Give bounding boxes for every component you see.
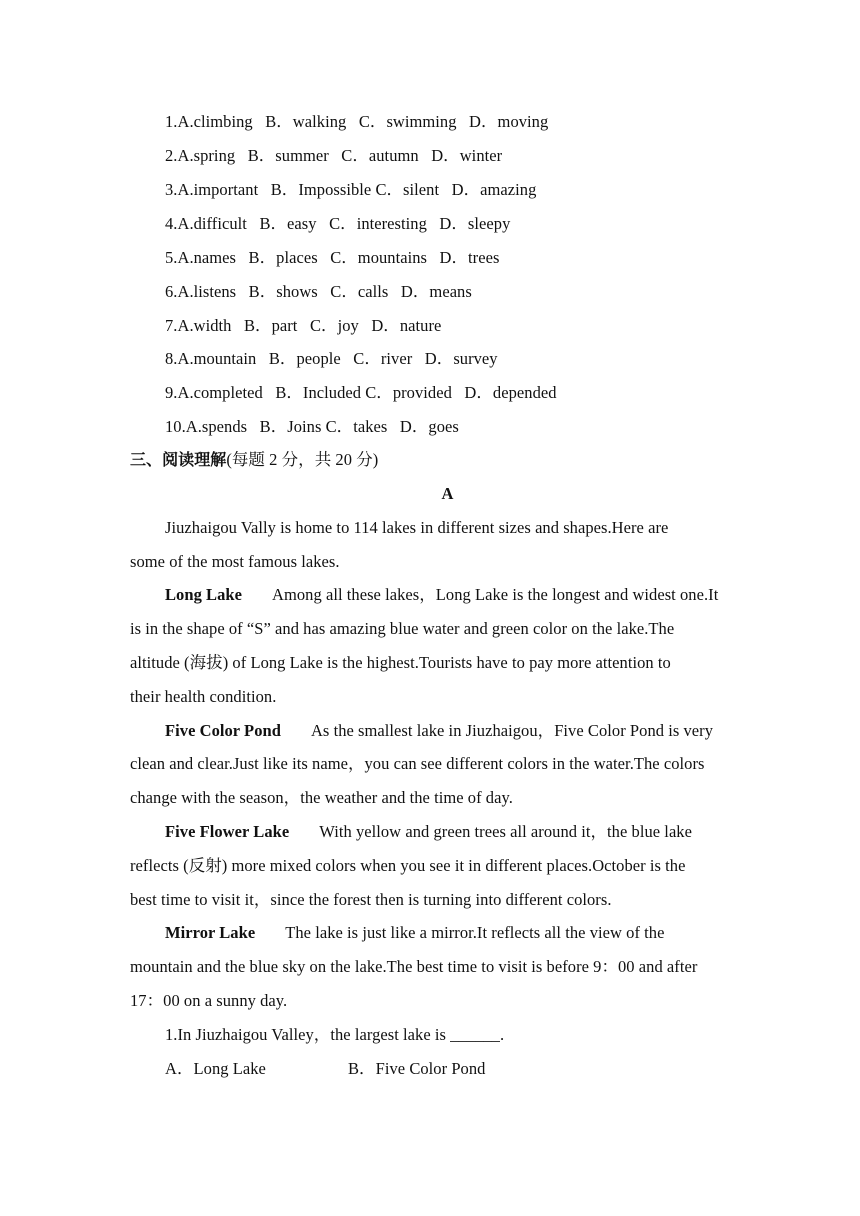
five-color-pond-name: Five Color Pond — [165, 721, 281, 740]
five-flower-lake-line-1 — [165, 815, 765, 849]
long-lake-line-3: altitude (海拔) of Long Lake is the highest.Tourists have to pay more attention to — [130, 653, 671, 672]
option-line-6: 6.A.listens B．shows C．calls D．means — [165, 282, 472, 301]
option-line-8: 8.A.mountain B．people C．river D．survey — [165, 349, 498, 368]
section-title: 三、阅读理解 — [130, 450, 227, 469]
five-color-pond-text-1: As the smallest lake in Jiuzhaigou，Five Color Pond is very — [310, 721, 714, 740]
option-line-2: 2.A.spring B．summer C．autumn D．winter — [165, 146, 503, 165]
mirror-lake-line-3: 17：00 on a sunny day. — [130, 991, 288, 1010]
option-line-5: 5.A.names B．places C．mountains D．trees — [165, 248, 500, 267]
five-color-pond-line-3: change with the season，the weather and the time of day. — [130, 788, 513, 807]
section-note: (每题 2 分，共 20 分) — [226, 450, 379, 469]
mirror-lake-text-1: The lake is just like a mirror.It reflects all the view of the — [285, 923, 665, 942]
long-lake-line-1 — [165, 578, 765, 612]
option-line-10: 10.A.spends B．Joins C．takes D．goes — [165, 417, 459, 436]
question-1-options — [165, 1052, 765, 1086]
long-lake-name: Long Lake — [165, 585, 243, 604]
option-line-4: 4.A.difficult B．easy C．interesting D．sleepy — [165, 214, 511, 233]
long-lake-line-4: their health condition. — [130, 687, 277, 706]
five-color-pond-line-2: clean and clear.Just like its name，you can see different colors in the water.The colors — [130, 754, 705, 773]
section-heading — [130, 443, 730, 477]
option-line-1: 1.A.climbing B．walking C．swimming D．moving — [165, 112, 549, 131]
five-flower-lake-line-2: reflects (反射) more mixed colors when you see it in different places.October is the — [130, 856, 686, 875]
passage-intro-line-1: Jiuzhaigou Vally is home to 114 lakes in different sizes and shapes.Here are — [165, 518, 669, 537]
five-flower-lake-name: Five Flower Lake — [165, 822, 290, 841]
long-lake-text-1: Among all these lakes，Long Lake is the longest and widest one.It — [272, 585, 719, 604]
mirror-lake-line-2: mountain and the blue sky on the lake.The best time to visit is before 9：00 and after — [130, 957, 698, 976]
long-lake-line-2: is in the shape of “S” and has amazing blue water and green color on the lake.The — [130, 619, 675, 638]
question-1-stem: 1.In Jiuzhaigou Valley，the largest lake is ______. — [165, 1025, 505, 1044]
option-line-7: 7.A.width B．part C．joy D．nature — [165, 316, 442, 335]
option-line-9: 9.A.completed B．Included C．provided D．depended — [165, 383, 557, 402]
mirror-lake-name: Mirror Lake — [165, 923, 256, 942]
option-line-3: 3.A.important B．Impossible C．silent D．amazing — [165, 180, 537, 199]
question-1-option-a: A．Long Lake — [165, 1059, 266, 1078]
five-flower-lake-text-1: With yellow and green trees all around it，the blue lake — [319, 822, 692, 841]
passage-intro-line-2: some of the most famous lakes. — [130, 552, 340, 571]
mirror-lake-line-1 — [165, 916, 765, 950]
five-flower-lake-line-3: best time to visit it，since the forest then is turning into different colors. — [130, 890, 612, 909]
passage-label: A — [441, 484, 454, 503]
five-color-pond-line-1 — [165, 714, 765, 748]
question-1-option-b: B．Five Color Pond — [348, 1059, 486, 1078]
